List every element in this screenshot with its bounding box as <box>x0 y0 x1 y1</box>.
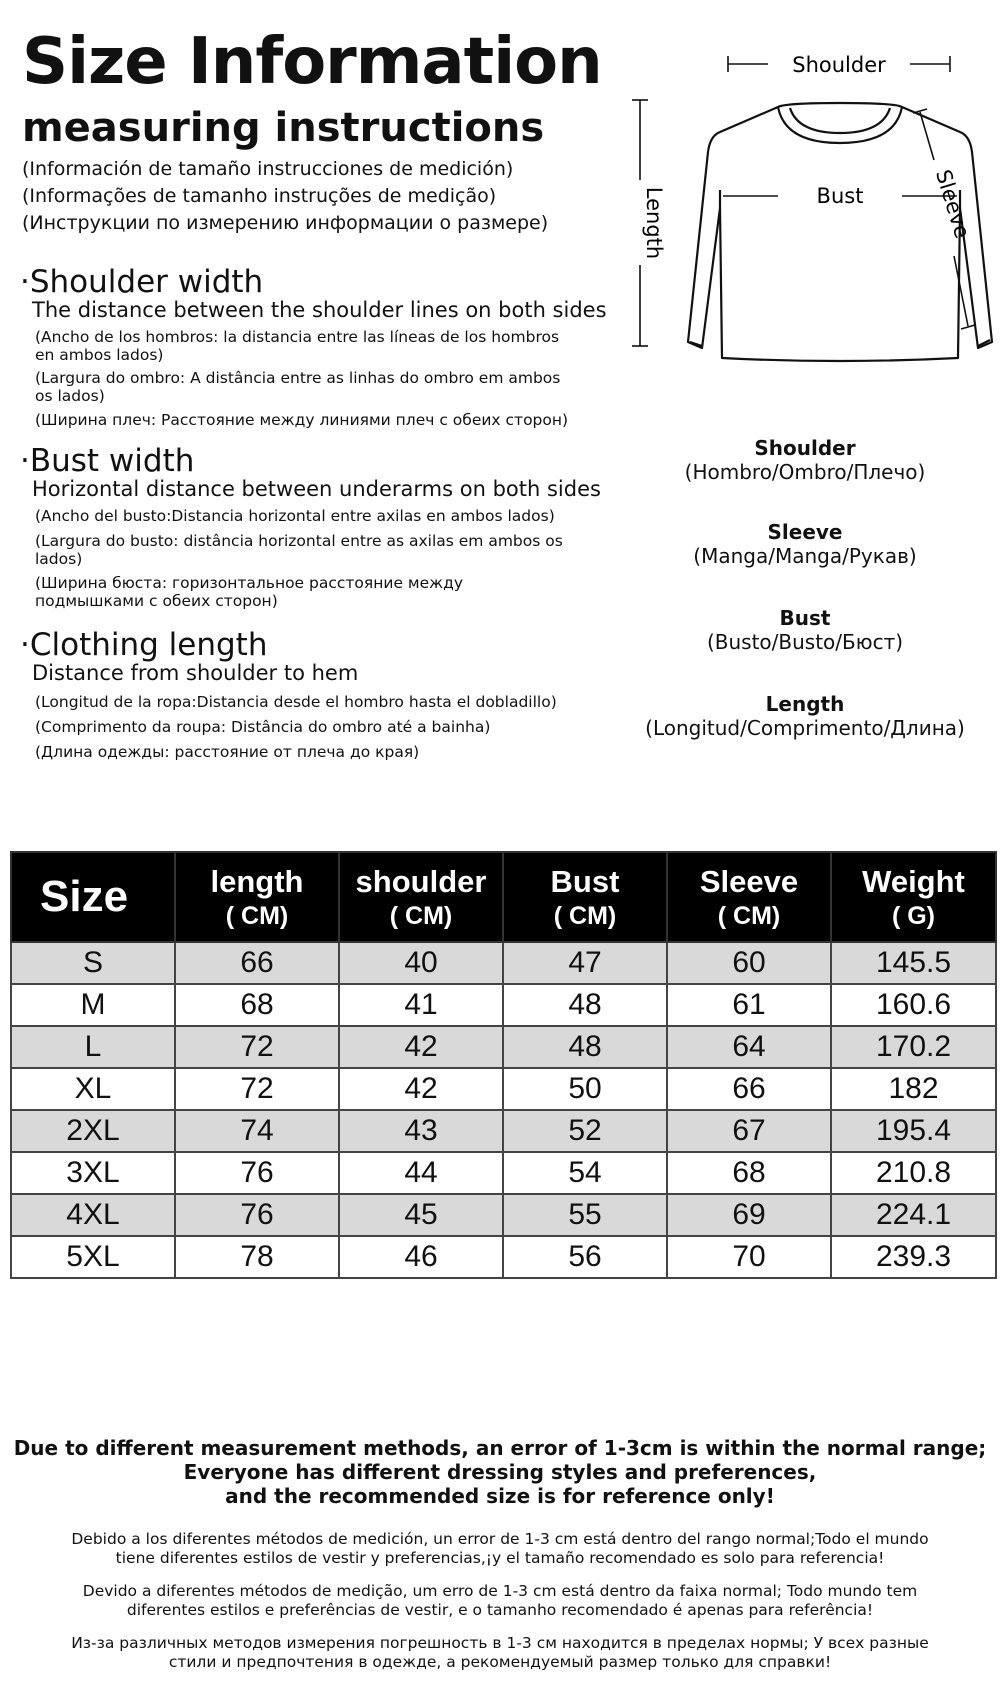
table-row <box>11 1194 996 1236</box>
weight-cell: 170.2 <box>831 1026 996 1068</box>
length-cell: 74 <box>175 1110 339 1152</box>
legend-translation: (Busto/Busto/Бюст) <box>706 630 904 654</box>
diagram-shoulder-label: Shoulder <box>792 53 886 77</box>
size-cell: 3XL <box>11 1152 175 1194</box>
weight-cell: 145.5 <box>831 942 996 984</box>
table-row <box>11 984 996 1026</box>
table-header-row <box>11 852 996 942</box>
column-unit: ( CM) <box>225 902 289 931</box>
bust-cell: 50 <box>503 1068 667 1110</box>
garment-diagram <box>620 40 1000 400</box>
legend-label: Bust <box>779 606 831 630</box>
legend-bust <box>625 606 985 654</box>
sleeve-cell: 67 <box>667 1110 831 1152</box>
bust-width-note-es: (Ancho del busto:Distancia horizontal entre axilas en ambos lados) <box>35 507 555 525</box>
sleeve-cell: 68 <box>667 1152 831 1194</box>
shoulder-cell: 42 <box>339 1026 503 1068</box>
legend-label: Sleeve <box>767 520 843 544</box>
shoulder-cell: 44 <box>339 1152 503 1194</box>
diagram-bust-label: Bust <box>816 184 864 208</box>
size-cell: XL <box>11 1068 175 1110</box>
clothing-length-note-pt: (Comprimento da roupa: Distância do ombro até a bainha) <box>35 718 491 736</box>
disclaimer-en-line-2: Everyone has different dressing styles and preferences, <box>183 1460 817 1484</box>
shoulder-width-note-ru: (Ширина плеч: Расстояние между линиями плеч с обеих сторон) <box>35 411 569 429</box>
legend-translation: (Longitud/Comprimento/Длина) <box>645 716 965 740</box>
legend-translation: (Hombro/Ombro/Плечо) <box>684 460 926 484</box>
weight-cell: 160.6 <box>831 984 996 1026</box>
size-cell: M <box>11 984 175 1026</box>
column-name: Bust <box>550 863 620 899</box>
column-name: Weight <box>862 863 965 899</box>
bust-cell: 48 <box>503 984 667 1026</box>
disclaimer-en-line-1: Due to different measurement methods, an error of 1-3cm is within the normal range; <box>13 1436 987 1460</box>
legend-shoulder <box>625 436 985 484</box>
subtitle-translation-es: (Información de tamaño instrucciones de medición) <box>22 158 514 180</box>
table-row <box>11 1236 996 1278</box>
column-unit: ( CM) <box>553 902 617 931</box>
bust-cell: 52 <box>503 1110 667 1152</box>
disclaimer-en-line-3: and the recommended size is for reference only! <box>225 1484 775 1508</box>
collar <box>778 107 902 143</box>
shoulder-cell: 43 <box>339 1110 503 1152</box>
clothing-length-note-es: (Longitud de la ropa:Distancia desde el hombro hasta el dobladillo) <box>35 693 557 711</box>
column-unit: ( CM) <box>389 902 453 931</box>
legend-label: Shoulder <box>754 436 856 460</box>
table-row <box>11 1068 996 1110</box>
shoulder-cell: 40 <box>339 942 503 984</box>
bust-cell: 54 <box>503 1152 667 1194</box>
disclaimer-pt: Devido a diferentes métodos de medição, um erro de 1-3 cm está dentro da faixa normal; Todo mundo tem diferentes estilos e preferências de vestir, e o tamanho recomendado é apenas para referência! <box>82 1582 918 1619</box>
length-cell: 76 <box>175 1194 339 1236</box>
weight-cell: 182 <box>831 1068 996 1110</box>
shoulder-cell: 42 <box>339 1068 503 1110</box>
length-column-header <box>175 852 339 942</box>
clothing-length-note-ru: (Длина одежды: расстояние от плеча до края) <box>35 743 420 761</box>
size-cell: 4XL <box>11 1194 175 1236</box>
weight-column-header <box>831 852 996 942</box>
bust-column-header <box>503 852 667 942</box>
size-cell: S <box>11 942 175 984</box>
bust-cell: 48 <box>503 1026 667 1068</box>
length-cell: 76 <box>175 1152 339 1194</box>
size-cell: 5XL <box>11 1236 175 1278</box>
column-name: shoulder <box>355 863 487 899</box>
length-cell: 72 <box>175 1026 339 1068</box>
sleeve-column-header <box>667 852 831 942</box>
bust-cell: 55 <box>503 1194 667 1236</box>
bust-cell: 56 <box>503 1236 667 1278</box>
shoulder-cell: 45 <box>339 1194 503 1236</box>
length-cell: 68 <box>175 984 339 1026</box>
table-row <box>11 1026 996 1068</box>
shirt-outline <box>688 103 992 361</box>
bust-width-note-ru: (Ширина бюста: горизонтальное расстояние между подмышками с обеих сторон) <box>35 574 463 611</box>
size-chart-table <box>10 851 997 1279</box>
weight-cell: 210.8 <box>831 1152 996 1194</box>
shoulder-cell: 41 <box>339 984 503 1026</box>
shoulder-cell: 46 <box>339 1236 503 1278</box>
shoulder-column-header <box>339 852 503 942</box>
sleeve-cell: 66 <box>667 1068 831 1110</box>
table-row <box>11 1152 996 1194</box>
size-cell: 2XL <box>11 1110 175 1152</box>
length-cell: 78 <box>175 1236 339 1278</box>
column-unit: ( G) <box>891 902 936 931</box>
bust-width-desc: Horizontal distance between underarms on both sides <box>32 477 601 501</box>
legend-translation: (Manga/Manga/Рукав) <box>693 544 917 568</box>
disclaimer-ru: Из-за различных методов измерения погрешность в 1-3 см находится в пределах нормы; У всех разные стили и предпочтения в одежде, а рекомендуемый размер только для справки! <box>71 1634 929 1671</box>
legend-length <box>625 692 985 740</box>
bust-cell: 47 <box>503 942 667 984</box>
clothing-length-desc: Distance from shoulder to hem <box>32 661 359 685</box>
column-name: length <box>210 863 304 899</box>
diagram-length-label: Length <box>642 186 666 260</box>
table-row <box>11 1110 996 1152</box>
sleeve-cell: 69 <box>667 1194 831 1236</box>
shoulder-width-note-pt: (Largura do ombro: A distância entre as linhas do ombro em ambos os lados) <box>35 369 561 406</box>
subtitle-translation-ru: (Инструкции по измерению информации о размере) <box>22 212 549 234</box>
length-cell: 72 <box>175 1068 339 1110</box>
page-subtitle: measuring instructions <box>22 105 545 151</box>
column-name: Sleeve <box>699 863 799 899</box>
column-unit: ( CM) <box>717 902 781 931</box>
disclaimer-es: Debido a los diferentes métodos de medición, un error de 1-3 cm está dentro del rango normal;Todo el mundo tiene diferentes estilos de vestir y preferencias,¡y el tamaño recomendado es solo para referencia! <box>71 1530 929 1567</box>
size-column-header: Size <box>11 852 175 942</box>
shoulder-width-note-es: (Ancho de los hombros: la distancia entre las líneas de los hombros en ambos lados) <box>35 328 560 365</box>
sleeve-cell: 70 <box>667 1236 831 1278</box>
legend-label: Length <box>765 692 845 716</box>
weight-cell: 195.4 <box>831 1110 996 1152</box>
sleeve-cell: 60 <box>667 942 831 984</box>
clothing-length-heading: ·Clothing length <box>20 627 268 663</box>
shoulder-width-desc: The distance between the shoulder lines on both sides <box>32 298 607 322</box>
table-row <box>11 942 996 984</box>
weight-cell: 224.1 <box>831 1194 996 1236</box>
diagram-sleeve-label: Sleeve <box>930 166 975 242</box>
sleeve-cell: 64 <box>667 1026 831 1068</box>
bust-width-heading: ·Bust width <box>20 443 195 479</box>
bust-width-note-pt: (Largura do busto: distância horizontal entre as axilas em ambos os lados) <box>35 532 563 569</box>
legend-sleeve <box>625 520 985 568</box>
page-title: Size Information <box>22 25 602 99</box>
subtitle-translation-pt: (Informações de tamanho instruções de medição) <box>22 185 497 207</box>
weight-cell: 239.3 <box>831 1236 996 1278</box>
size-cell: L <box>11 1026 175 1068</box>
sleeve-cell: 61 <box>667 984 831 1026</box>
length-cell: 66 <box>175 942 339 984</box>
shoulder-width-heading: ·Shoulder width <box>20 264 264 300</box>
